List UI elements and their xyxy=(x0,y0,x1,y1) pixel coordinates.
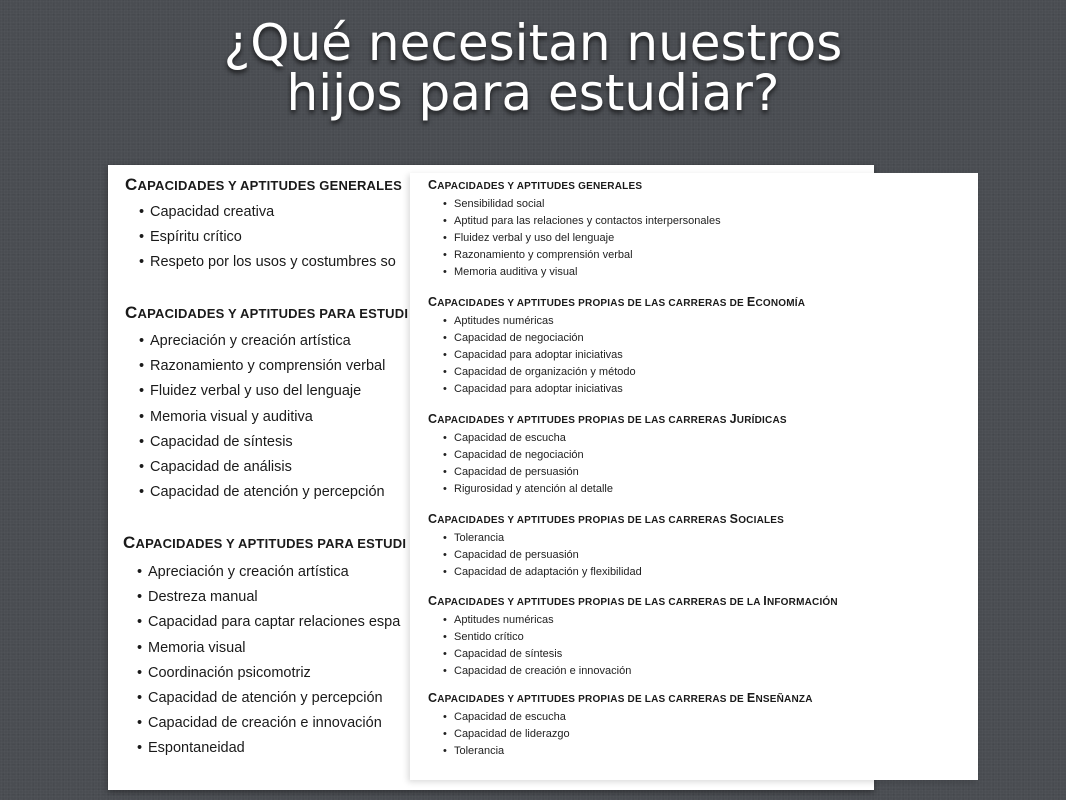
section-heading: CAPACIDADES Y APTITUDES PROPIAS DE LAS CARRERAS SOCIALES xyxy=(428,512,785,526)
list-item: • Apreciación y creación artística xyxy=(125,329,408,354)
list-item: • Rigurosidad y atención al detalle xyxy=(428,481,787,498)
list-item: • Memoria auditiva y visual xyxy=(428,264,721,281)
list-item: • Razonamiento y comprensión verbal xyxy=(428,247,721,264)
section-heading: CAPACIDADES Y APTITUDES PARA ESTUDI xyxy=(125,303,409,322)
list-item: • Memoria visual y auditiva xyxy=(125,405,408,430)
front-scanned-page xyxy=(410,173,978,780)
front-section-ensenanza xyxy=(428,691,813,760)
back-section-estudiar-2 xyxy=(123,533,406,762)
list-item: • Capacidad de análisis xyxy=(125,455,408,480)
title-line-2: hijos para estudiar? xyxy=(286,64,780,122)
back-section-estudiar-1 xyxy=(125,303,408,505)
list-item: • Capacidad creativa xyxy=(125,200,402,225)
list-item: • Destreza manual xyxy=(123,585,406,610)
section-heading: CAPACIDADES Y APTITUDES GENERALES xyxy=(125,175,402,194)
bullet-list xyxy=(125,329,408,505)
list-item: • Capacidad de liderazgo xyxy=(428,726,813,743)
section-heading: CAPACIDADES Y APTITUDES PROPIAS DE LAS CARRERAS JURÍDICAS xyxy=(428,412,787,426)
bullet-list xyxy=(428,612,838,680)
list-item: • Espontaneidad xyxy=(123,736,406,761)
list-item: • Capacidad de síntesis xyxy=(125,430,408,455)
list-item: • Capacidad de negociación xyxy=(428,330,805,347)
list-item: • Capacidad de síntesis xyxy=(428,646,838,663)
list-item: • Capacidad de atención y percepción xyxy=(125,480,408,505)
list-item: • Coordinación psicomotriz xyxy=(123,661,406,686)
list-item: • Capacidad de organización y método xyxy=(428,364,805,381)
bullet-list xyxy=(428,313,805,398)
bullet-list xyxy=(123,560,406,762)
list-item: • Capacidad para adoptar iniciativas xyxy=(428,381,805,398)
list-item: • Aptitudes numéricas xyxy=(428,313,805,330)
list-item: • Apreciación y creación artística xyxy=(123,560,406,585)
list-item: • Capacidad de escucha xyxy=(428,430,787,447)
list-item: • Razonamiento y comprensión verbal xyxy=(125,354,408,379)
bullet-list xyxy=(428,196,721,281)
list-item: • Espíritu crítico xyxy=(125,225,402,250)
section-heading: CAPACIDADES Y APTITUDES PROPIAS DE LAS CARRERAS DE ECONOMÍA xyxy=(428,295,806,309)
front-section-generales xyxy=(428,178,721,281)
list-item: • Sensibilidad social xyxy=(428,196,721,213)
bullet-list xyxy=(428,430,787,498)
list-item: • Tolerancia xyxy=(428,743,813,760)
list-item: • Capacidad de creación e innovación xyxy=(428,663,838,680)
back-section-generales xyxy=(125,175,402,276)
bullet-list xyxy=(125,200,402,276)
front-section-juridicas xyxy=(428,412,787,498)
list-item: • Respeto por los usos y costumbres so xyxy=(125,250,402,275)
list-item: • Capacidad de adaptación y flexibilidad xyxy=(428,564,784,581)
list-item: • Fluidez verbal y uso del lenguaje xyxy=(428,230,721,247)
list-item: • Fluidez verbal y uso del lenguaje xyxy=(125,379,408,404)
list-item: • Capacidad de persuasión xyxy=(428,547,784,564)
section-heading: CAPACIDADES Y APTITUDES PROPIAS DE LAS CARRERAS DE LA INFORMACIÓN xyxy=(428,594,838,608)
list-item: • Memoria visual xyxy=(123,636,406,661)
list-item: • Tolerancia xyxy=(428,530,784,547)
list-item: • Capacidad para captar relaciones espa xyxy=(123,610,406,635)
front-section-sociales xyxy=(428,512,784,581)
list-item: • Capacidad de atención y percepción xyxy=(123,686,406,711)
bullet-list xyxy=(428,530,784,581)
list-item: • Capacidad de persuasión xyxy=(428,464,787,481)
list-item: • Sentido crítico xyxy=(428,629,838,646)
section-heading: CAPACIDADES Y APTITUDES PROPIAS DE LAS CARRERAS DE ENSEÑANZA xyxy=(428,691,813,705)
slide-title xyxy=(0,14,1066,122)
front-section-economia xyxy=(428,295,805,398)
list-item: • Aptitud para las relaciones y contactos interpersonales xyxy=(428,213,721,230)
title-line-1: ¿Qué necesitan nuestros xyxy=(223,14,843,72)
section-heading: CAPACIDADES Y APTITUDES PARA ESTUDI xyxy=(123,533,407,552)
list-item: • Capacidad para adoptar iniciativas xyxy=(428,347,805,364)
list-item: • Aptitudes numéricas xyxy=(428,612,838,629)
list-item: • Capacidad de negociación xyxy=(428,447,787,464)
section-heading: CAPACIDADES Y APTITUDES GENERALES xyxy=(428,178,643,192)
bullet-list xyxy=(428,709,813,760)
list-item: • Capacidad de escucha xyxy=(428,709,813,726)
front-section-informacion xyxy=(428,594,838,680)
list-item: • Capacidad de creación e innovación xyxy=(123,711,406,736)
